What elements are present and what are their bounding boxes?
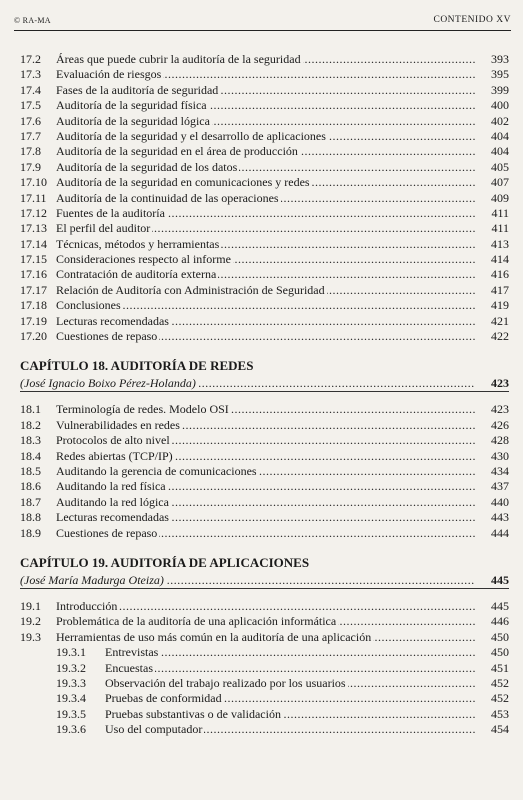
- toc-entry: [20, 221, 509, 236]
- entry-title: Observación del trabajo realizado por los usuarios .....: [105, 676, 475, 691]
- toc-entry: [20, 129, 509, 144]
- entry-page-number: 416: [491, 267, 509, 282]
- entry-page-number: 404: [491, 128, 509, 143]
- entry-title: Entrevistas .....: [105, 645, 475, 660]
- toc-entry: [20, 283, 509, 298]
- entry-title: Terminología de redes. Modelo OSI .....: [56, 402, 475, 417]
- entry-number: 19.2: [20, 614, 41, 629]
- toc-entry: [20, 661, 509, 676]
- entry-number: 18.5: [20, 463, 41, 478]
- entry-number: 17.8: [20, 144, 41, 159]
- toc-entry: [20, 237, 509, 252]
- entry-title: Auditoría de la seguridad en comunicaciones y redes .....: [56, 175, 475, 190]
- toc-entry: [20, 630, 509, 645]
- entry-page-number: 400: [491, 98, 509, 113]
- entry-page-number: 451: [491, 660, 509, 675]
- toc-entry: [20, 52, 509, 67]
- toc-entry: [20, 433, 509, 448]
- entry-page-number: 423: [491, 402, 509, 417]
- entry-number: 19.3: [20, 629, 41, 644]
- chapter-19-author: [20, 572, 509, 589]
- toc-entry: [20, 191, 509, 206]
- entry-title: Conclusiones .....: [56, 298, 475, 313]
- running-title: CONTENIDO XV: [433, 15, 511, 25]
- toc-entry: [20, 298, 509, 313]
- entry-number: 18.3: [20, 433, 41, 448]
- entry-page-number: 452: [491, 675, 509, 690]
- entry-number: 17.10: [20, 175, 47, 190]
- entry-number: 19.3.2: [56, 660, 86, 675]
- entry-page-number: 393: [491, 52, 509, 66]
- entry-number: 18.7: [20, 494, 41, 509]
- entry-title: Auditoría de la seguridad y el desarrollo de aplicaciones .....: [56, 129, 475, 144]
- entry-title: Redes abiertas (TCP/IP) .....: [56, 449, 475, 464]
- toc-entry: [20, 418, 509, 433]
- entry-title: Fuentes de la auditoría .....: [56, 206, 475, 221]
- table-of-contents: [20, 52, 509, 737]
- toc-entry: [20, 526, 509, 541]
- entry-title: El perfil del auditor .....: [56, 221, 475, 236]
- entry-page-number: 407: [491, 175, 509, 190]
- entry-title: Auditando la gerencia de comunicaciones .....: [56, 464, 475, 479]
- entry-number: 18.4: [20, 448, 41, 463]
- entry-page-number: 440: [491, 494, 509, 509]
- author-name: (José Ignacio Boixo Pérez-Holanda) .....: [20, 375, 475, 391]
- toc-entry: [20, 722, 509, 737]
- toc-entry: [20, 252, 509, 267]
- toc-entry: [20, 645, 509, 660]
- entry-number: 17.7: [20, 128, 41, 143]
- toc-entry: [20, 160, 509, 175]
- toc-entry: [20, 175, 509, 190]
- entry-page-number: 443: [491, 510, 509, 525]
- entry-title: Auditando la red lógica .....: [56, 495, 475, 510]
- entry-page-number: 405: [491, 159, 509, 174]
- entry-page-number: 411: [491, 221, 509, 236]
- entry-number: 17.18: [20, 298, 47, 313]
- toc-entry: [20, 206, 509, 221]
- entry-number: 17.12: [20, 205, 47, 220]
- entry-number: 17.14: [20, 236, 47, 251]
- entry-page-number: 399: [491, 82, 509, 97]
- entry-page-number: 450: [491, 629, 509, 644]
- entry-page-number: 409: [491, 190, 509, 205]
- toc-entry: [20, 495, 509, 510]
- entry-number: 17.17: [20, 282, 47, 297]
- author-page-number: 445: [491, 572, 509, 587]
- entry-page-number: 411: [491, 205, 509, 220]
- entry-page-number: 434: [491, 463, 509, 478]
- entry-page-number: 404: [491, 144, 509, 159]
- entry-page-number: 430: [491, 448, 509, 463]
- toc-entry: [20, 614, 509, 629]
- entry-number: 18.9: [20, 525, 41, 540]
- toc-entry: [20, 314, 509, 329]
- entry-title: Cuestiones de repaso .....: [56, 329, 475, 344]
- entry-number: 17.3: [20, 67, 41, 82]
- entry-number: 19.3.4: [56, 691, 86, 706]
- entry-title: Auditoría de la seguridad física .....: [56, 98, 475, 113]
- entry-title: Lecturas recomendadas .....: [56, 314, 475, 329]
- entry-title: Cuestiones de repaso .....: [56, 526, 475, 541]
- entry-title: Auditoría de la seguridad lógica .....: [56, 114, 475, 129]
- entry-title: Protocolos de alto nivel .....: [56, 433, 475, 448]
- entry-title: Consideraciones respecto al informe .....: [56, 252, 475, 267]
- entry-number: 17.5: [20, 98, 41, 113]
- entry-page-number: 402: [491, 113, 509, 128]
- toc-entry: [20, 329, 509, 344]
- toc-entry: [20, 114, 509, 129]
- entry-title: Uso del computador .....: [105, 722, 475, 737]
- entry-title: Relación de Auditoría con Administración de Seguridad .....: [56, 283, 475, 298]
- toc-entry: [20, 599, 509, 614]
- entry-number: 18.8: [20, 510, 41, 525]
- entry-number: 18.1: [20, 402, 41, 417]
- toc-entry: [20, 510, 509, 525]
- entry-title: Herramientas de uso más común en la auditoría de una aplicación .....: [56, 630, 475, 645]
- entry-title: Encuestas .....: [105, 661, 475, 676]
- entry-number: 19.3.6: [56, 722, 86, 737]
- entry-title: Técnicas, métodos y herramientas .....: [56, 237, 475, 252]
- entry-number: 17.6: [20, 113, 41, 128]
- toc-entry: [20, 83, 509, 98]
- toc-entry: [20, 479, 509, 494]
- chapter-19-entries: [20, 599, 509, 738]
- entry-title: Auditoría de la seguridad de los datos .....: [56, 160, 475, 175]
- entry-page-number: 450: [491, 645, 509, 660]
- entry-title: Problemática de la auditoría de una aplicación informática .....: [56, 614, 475, 629]
- toc-entry: [20, 449, 509, 464]
- entry-title: Vulnerabilidades en redes .....: [56, 418, 475, 433]
- author-page-number: 423: [491, 376, 509, 391]
- entry-page-number: 419: [491, 298, 509, 313]
- entry-title: Auditoría de la seguridad en el área de producción .....: [56, 144, 475, 159]
- entry-title: Evaluación de riesgos .....: [56, 67, 475, 82]
- chapter-18-title: CAPÍTULO 18. AUDITORÍA DE REDES: [20, 358, 254, 374]
- entry-title: Fases de la auditoría de seguridad .....: [56, 83, 475, 98]
- entry-number: 17.4: [20, 82, 41, 97]
- entry-title: Auditoría de la continuidad de las operaciones .....: [56, 191, 475, 206]
- entry-page-number: 417: [491, 282, 509, 297]
- toc-entry: [20, 144, 509, 159]
- entry-page-number: 454: [491, 722, 509, 737]
- entry-page-number: 395: [491, 67, 509, 82]
- entry-number: 19.1: [20, 598, 41, 613]
- entry-number: 17.13: [20, 221, 47, 236]
- entry-page-number: 444: [491, 525, 509, 540]
- toc-entry: [20, 98, 509, 113]
- entry-page-number: 426: [491, 417, 509, 432]
- entry-number: 17.2: [20, 52, 41, 66]
- entry-title: Pruebas de conformidad .....: [105, 691, 475, 706]
- entry-number: 17.20: [20, 329, 47, 344]
- entry-page-number: 446: [491, 614, 509, 629]
- entry-page-number: 428: [491, 433, 509, 448]
- entry-page-number: 445: [491, 598, 509, 613]
- entry-title: Pruebas substantivas o de validación .....: [105, 707, 475, 722]
- entry-number: 17.15: [20, 252, 47, 267]
- entry-title: Áreas que puede cubrir la auditoría de la seguridad .....: [56, 52, 475, 67]
- chapter-17-entries: [20, 52, 509, 344]
- entry-page-number: 437: [491, 479, 509, 494]
- toc-entry: [20, 267, 509, 282]
- chapter-18-author: [20, 375, 509, 392]
- entry-number: 17.16: [20, 267, 47, 282]
- entry-number: 18.2: [20, 417, 41, 432]
- entry-number: 19.3.1: [56, 645, 86, 660]
- publisher-mark: © RA-MA: [14, 16, 51, 25]
- chapter-19-title: CAPÍTULO 19. AUDITORÍA DE APLICACIONES: [20, 554, 310, 570]
- toc-entry: [20, 464, 509, 479]
- entry-page-number: 452: [491, 691, 509, 706]
- toc-entry: [20, 691, 509, 706]
- entry-title: Contratación de auditoría externa .....: [56, 267, 475, 282]
- entry-page-number: 413: [491, 236, 509, 251]
- toc-entry: [20, 676, 509, 691]
- entry-title: Introducción .....: [56, 599, 475, 614]
- entry-number: 17.11: [20, 190, 47, 205]
- page-header: [14, 14, 511, 31]
- toc-entry: [20, 707, 509, 722]
- entry-title: Lecturas recomendadas .....: [56, 510, 475, 525]
- entry-title: Auditando la red física .....: [56, 479, 475, 494]
- toc-entry: [20, 402, 509, 417]
- chapter-18-entries: [20, 402, 509, 541]
- entry-number: 18.6: [20, 479, 41, 494]
- author-name: (José María Madurga Oteiza) .....: [20, 572, 475, 588]
- entry-number: 17.9: [20, 159, 41, 174]
- entry-page-number: 453: [491, 706, 509, 721]
- entry-number: 19.3.3: [56, 675, 86, 690]
- entry-number: 19.3.5: [56, 706, 86, 721]
- entry-number: 17.19: [20, 313, 47, 328]
- entry-page-number: 414: [491, 252, 509, 267]
- entry-page-number: 421: [491, 313, 509, 328]
- entry-page-number: 422: [491, 329, 509, 344]
- toc-entry: [20, 67, 509, 82]
